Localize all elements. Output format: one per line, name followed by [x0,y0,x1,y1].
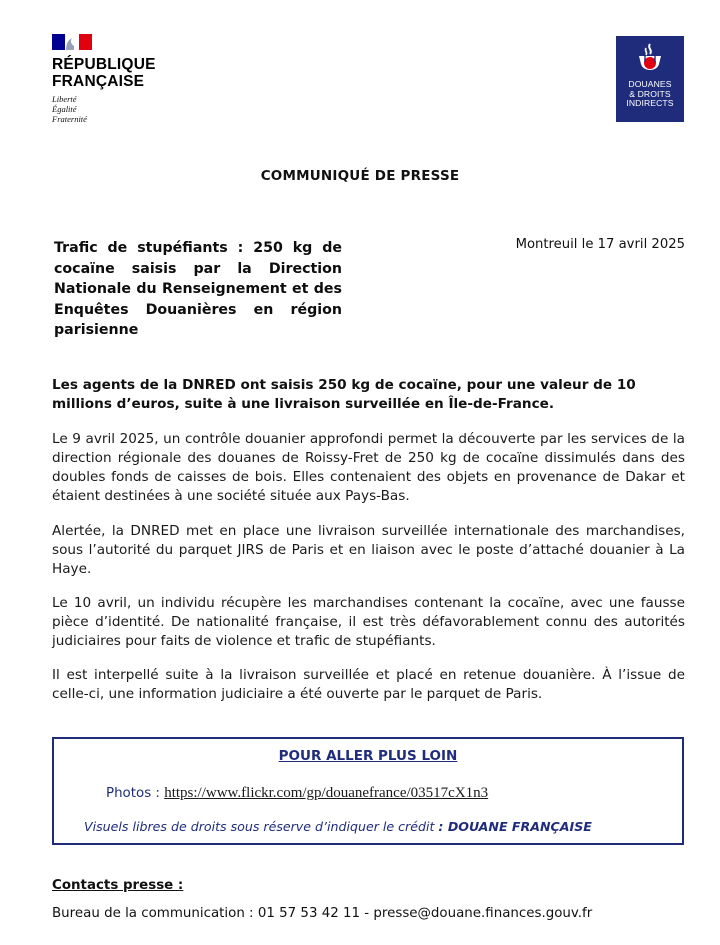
visuals-text: Visuels libres de droits sous réserve d’indiquer le crédit [84,819,439,834]
ddi-line-3: INDIRECTS [626,98,674,109]
motto [52,94,156,124]
headline: Trafic de stupéfiants : 250 kg de cocaïne saisis par la Direction Nationale du Renseignement et des Enquêtes Douanières en région parisienne [54,240,342,338]
more-info-box [52,737,684,845]
photos-link[interactable]: https://www.flickr.com/gp/douanefrance/03517cX1n3 [164,785,489,801]
douanes-emblem-icon [635,42,665,76]
visuals-credit: : DOUANE FRANÇAISE [438,819,592,834]
paragraph-1: Le 9 avril 2025, un contrôle douanier approfondi permet la découverte par les services de la direction régionale des douanes de Roissy-Fret de 250 kg de cocaïne dissimulés dans des doubles fonds de caisses de bois. Elles contenaient des objets en provenance de Dakar et étaient destinées à une société située aux Pays-Bas. [52,431,685,504]
ddi-line-1: DOUANES [628,79,672,89]
paragraph-3: Le 10 avril, un individu récupère les marchandises contenant la cocaïne, avec une fausse pièce d’identité. De nationalité française, il est très défavorablement connu des autorités judiciaires pour faits de violence et trafic de stupéfiants. [52,595,685,649]
republique-line-1: RÉPUBLIQUE [52,56,156,73]
contacts-line: Bureau de la communication : 01 57 53 42 11 - presse@douane.finances.gouv.fr [52,906,593,921]
motto-fraternite: Fraternité [52,114,87,124]
lead-paragraph: Les agents de la DNRED ont saisis 250 kg de cocaïne, pour une valeur de 10 millions d’euros, suite à une livraison surveillée en Île-de-France. [52,377,636,412]
press-release-title: COMMUNIQUÉ DE PRESSE [260,168,460,184]
photos-line [106,785,488,802]
date-line: Montreuil le 17 avril 2025 [515,237,685,252]
douanes-logo [616,36,684,122]
republique-francaise-logo [52,34,156,124]
visuals-credit-line [84,819,592,834]
motto-egalite: Égalité [52,104,77,114]
republique-line-2: FRANÇAISE [52,73,145,90]
motto-liberte: Liberté [52,94,77,104]
photos-label: Photos : [106,786,165,801]
paragraph-2: Alertée, la DNRED met en place une livraison surveillée internationale des marchandises, sous l’autorité du parquet JIRS de Paris et en liaison avec le poste d’attaché douanier à La Haye. [52,523,685,577]
marianne-flag-icon [52,34,92,50]
contacts-heading: Contacts presse : [52,878,184,893]
more-info-heading: POUR ALLER PLUS LOIN [278,748,458,764]
ddi-line-2: & DROITS [629,88,671,99]
paragraph-4: Il est interpellé suite à la livraison surveillée et placé en retenue douanière. À l’issue de celle-ci, une information judiciaire a été ouverte par le parquet de Paris. [52,667,685,702]
